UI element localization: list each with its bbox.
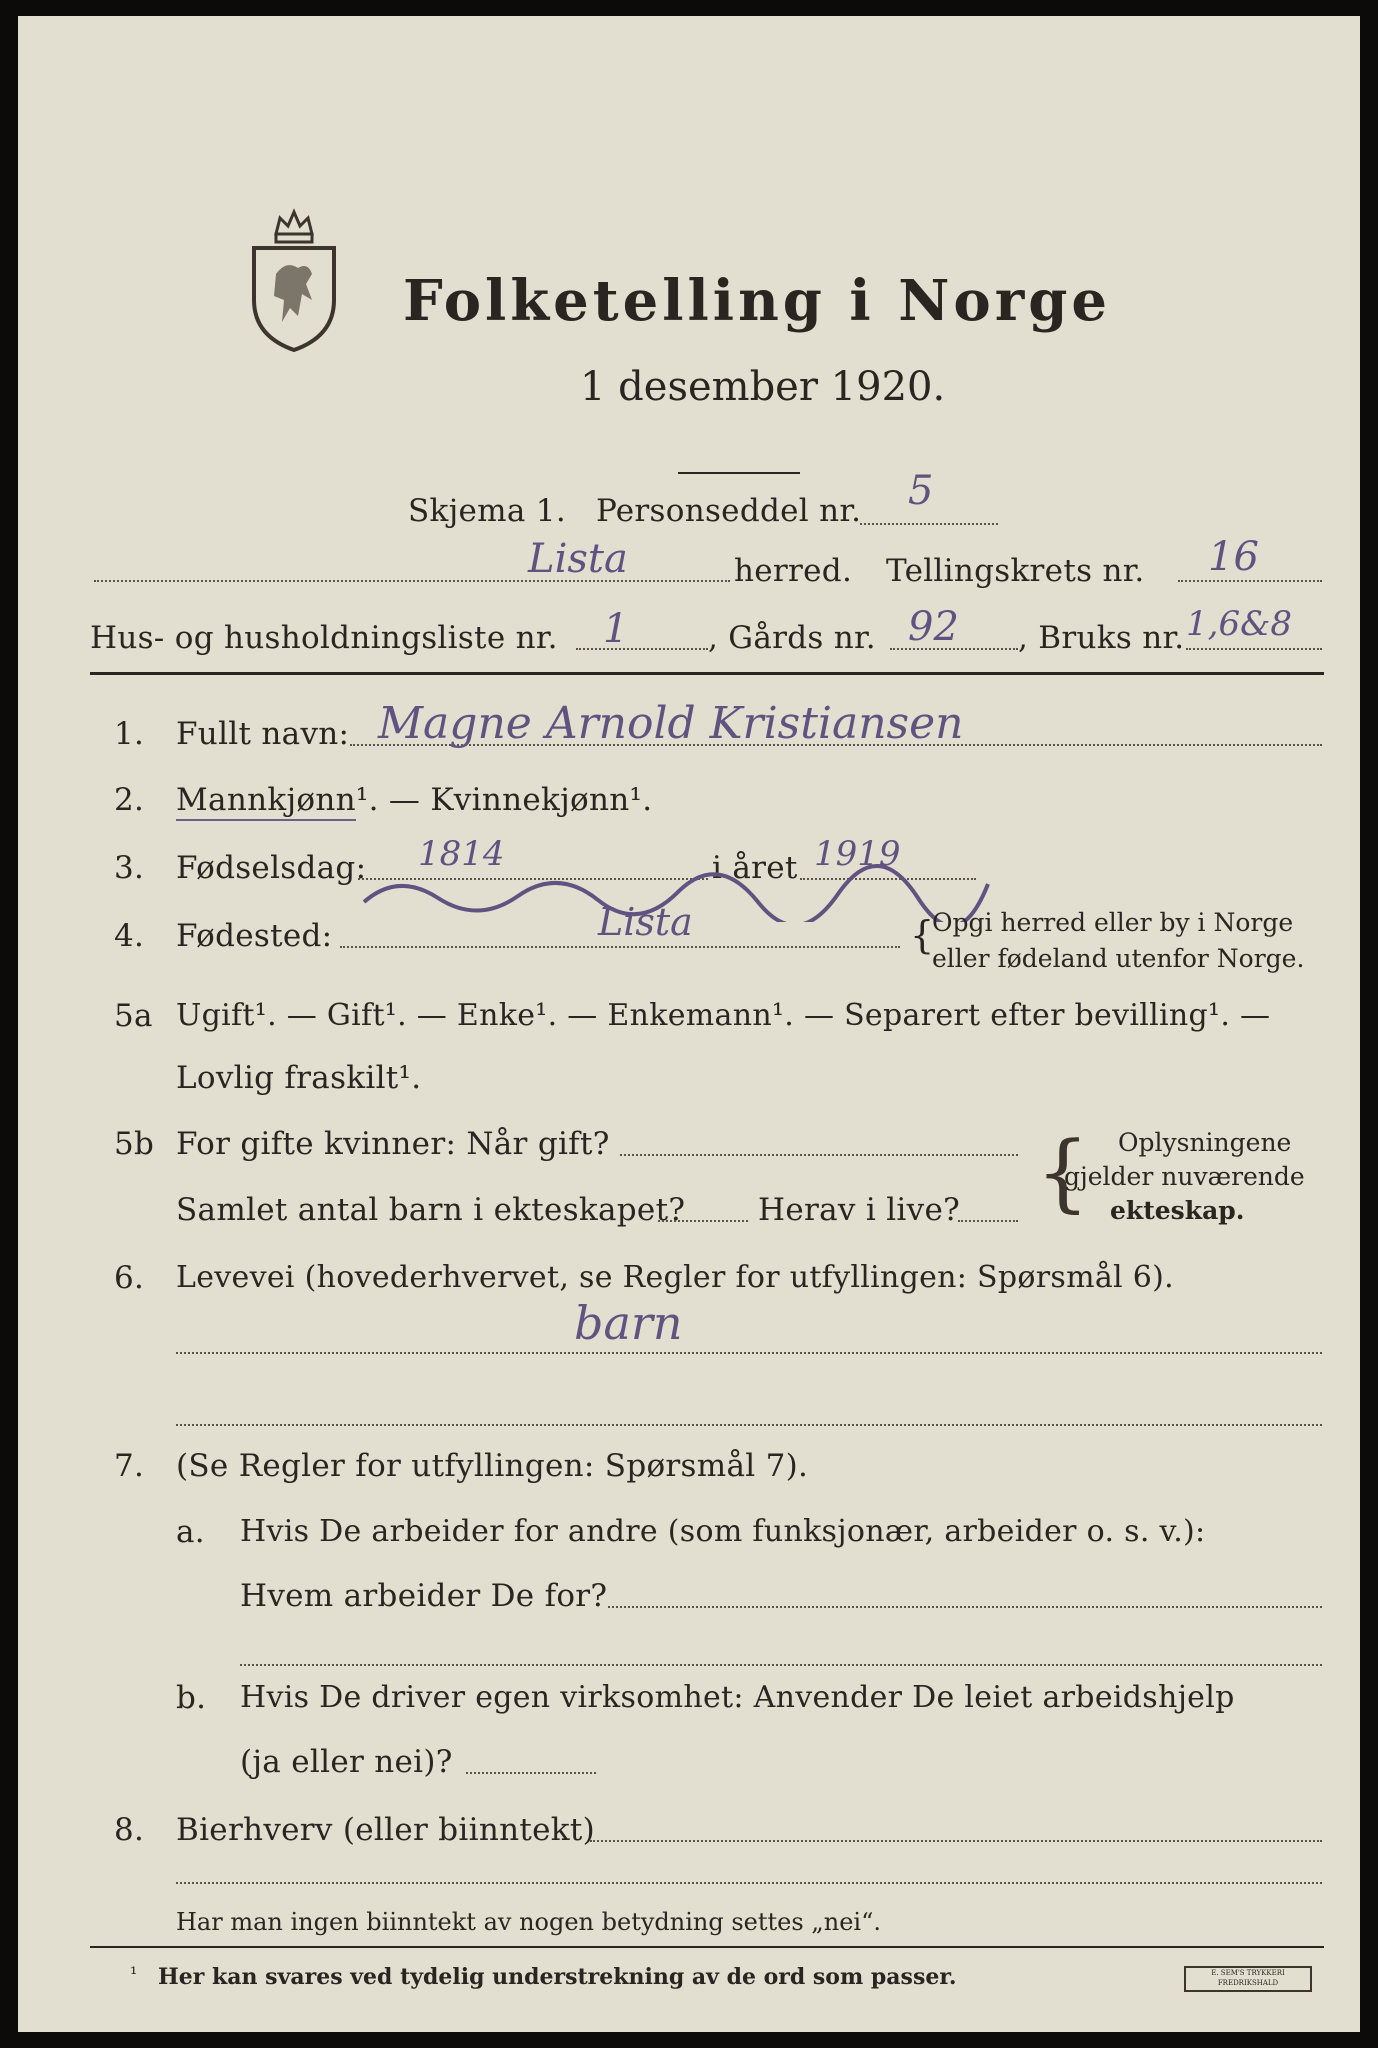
q5b-barn-line	[658, 1220, 748, 1222]
q1-value: Magne Arnold Kristiansen	[378, 698, 964, 749]
q2-number: 2.	[114, 782, 145, 818]
q5b-note3: ekteskap.	[1110, 1196, 1245, 1225]
bruks-value: 1,6&8	[1186, 604, 1292, 644]
q5a-line2: Lovlig fraskilt¹.	[176, 1060, 422, 1096]
q7b-answer-line	[466, 1772, 596, 1774]
q5b-line1: For gifte kvinner: Når gift?	[176, 1126, 610, 1162]
q7b-letter: b.	[176, 1680, 207, 1716]
q4-note-line1: Opgi herred eller by i Norge	[932, 908, 1294, 937]
q6-number: 6.	[114, 1260, 145, 1296]
q5b-ilive-line	[958, 1220, 1018, 1222]
q5b-note1: Oplysningene	[1118, 1128, 1292, 1157]
q5b-line2a: Samlet antal barn i ekteskapet?	[176, 1192, 686, 1228]
herred-value: Lista	[528, 536, 628, 582]
q5a-number: 5a	[114, 998, 153, 1034]
q2-underline-mannkjonn	[176, 819, 356, 821]
q7-label: (Se Regler for utfyllingen: Spørsmål 7).	[176, 1448, 809, 1484]
q4-line	[340, 946, 900, 948]
tellingskrets-value: 16	[1208, 534, 1259, 580]
q3-number: 3.	[114, 850, 145, 886]
q3-label: Fødselsdag:	[176, 850, 367, 886]
q1-label: Fullt navn:	[176, 716, 350, 752]
q8-number: 8.	[114, 1812, 145, 1848]
gards-label: , Gårds nr.	[708, 620, 876, 656]
q2-label: Mannkjønn¹. — Kvinnekjønn¹.	[176, 782, 653, 818]
q7a-line1: Hvis De arbeider for andre (som funksjonær, arbeider o. s. v.):	[240, 1514, 1206, 1549]
skjema-label: Skjema 1.	[408, 493, 566, 529]
q7-number: 7.	[114, 1448, 145, 1484]
q4-brace: {	[910, 913, 935, 957]
gards-value: 92	[908, 604, 959, 650]
title-divider	[678, 472, 800, 474]
form-title: Folketelling i Norge	[403, 268, 1112, 334]
q7a-extra-line	[240, 1664, 1322, 1666]
q8-line1	[590, 1840, 1322, 1842]
census-date: 1 desember 1920.	[580, 364, 946, 410]
q3-value: 1814	[418, 834, 505, 874]
q8-line2	[176, 1882, 1322, 1884]
printer-mark: E. SEM'S TRYKKERI FREDRIKSHALD	[1184, 1966, 1312, 1992]
q5b-number: 5b	[114, 1126, 155, 1162]
personseddel-value: 5	[908, 468, 934, 514]
q5b-brace: {	[1036, 1123, 1090, 1221]
q4-label: Fødested:	[176, 918, 333, 954]
q5a-line1: Ugift¹. — Gift¹. — Enke¹. — Enkemann¹. — Separert efter bevilling¹. —	[176, 998, 1271, 1033]
q7b-line1: Hvis De driver egen virksomhet: Anvender De leiet arbeidshjelp	[240, 1680, 1235, 1715]
q7a-line2: Hvem arbeider De for?	[240, 1578, 608, 1614]
q3-aar-value: 1919	[814, 834, 901, 874]
q6-line1	[176, 1352, 1322, 1354]
q8-note: Har man ingen biinntekt av nogen betydning settes „nei“.	[176, 1908, 881, 1936]
tellingskrets-label: Tellingskrets nr.	[886, 553, 1145, 589]
q6-value: barn	[574, 1296, 683, 1350]
herred-line	[94, 580, 730, 582]
personseddel-label: Personseddel nr.	[596, 493, 862, 529]
header-rule	[90, 672, 1324, 675]
husliste-label: Hus- og husholdningsliste nr.	[90, 620, 558, 656]
tellingskrets-line	[1178, 580, 1322, 582]
husliste-line	[576, 648, 708, 650]
q7b-line2: (ja eller nei)?	[240, 1744, 453, 1780]
q6-label: Levevei (hovederhvervet, se Regler for utfyllingen: Spørsmål 6).	[176, 1260, 1174, 1295]
q5b-note2: gjelder nuværende	[1064, 1162, 1305, 1191]
q8-label: Bierhverv (eller biinntekt)	[176, 1812, 596, 1848]
q5b-naar-gift-line	[620, 1154, 1018, 1156]
personseddel-line	[860, 523, 998, 525]
bruks-line	[1186, 648, 1322, 650]
footer-rule	[90, 1946, 1324, 1948]
q7a-employer-line	[608, 1606, 1322, 1608]
bruks-label: , Bruks nr.	[1018, 620, 1185, 656]
footnote-mark: ¹	[130, 1964, 138, 1985]
q4-value: Lista	[598, 900, 693, 944]
coat-of-arms-icon	[246, 204, 342, 354]
q1-number: 1.	[114, 716, 145, 752]
husliste-value: 1	[603, 606, 629, 652]
q5b-line2b: Herav i live?	[758, 1192, 961, 1228]
q4-note-line2: eller fødeland utenfor Norge.	[932, 944, 1305, 973]
census-form-page	[18, 16, 1360, 2032]
footnote-text: Her kan svares ved tydelig understrekning av de ord som passer.	[158, 1964, 957, 1990]
q7a-letter: a.	[176, 1514, 205, 1550]
q3-aar-label: i året	[712, 850, 798, 886]
q4-number: 4.	[114, 918, 145, 954]
herred-label: herred.	[734, 553, 853, 589]
q6-line2	[176, 1424, 1322, 1426]
